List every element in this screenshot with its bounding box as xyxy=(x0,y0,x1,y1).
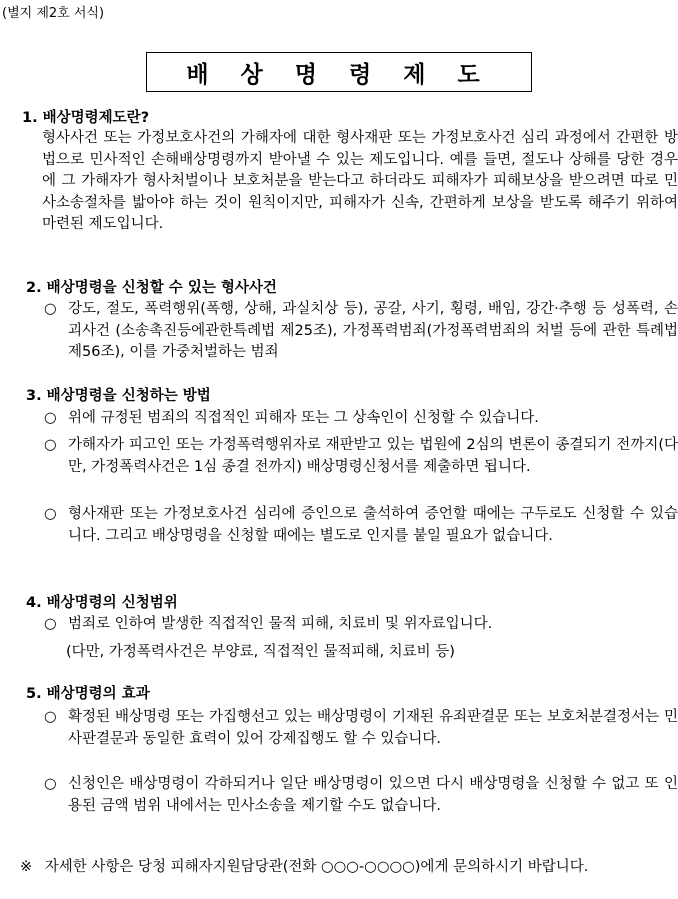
bullet-mark: ○ xyxy=(44,616,57,632)
bullet-mark: ○ xyxy=(44,776,57,792)
bullet-mark: ○ xyxy=(44,437,57,453)
bullet-text: 확정된 배상명령 또는 가집행선고 있는 배상명령이 기재된 유죄판결문 또는 보호처분결정서는 민사판결문과 동일한 효력이 있어 강제집행도 할 수 있습니다. xyxy=(68,709,678,747)
section-3-bullet-1 xyxy=(44,408,678,430)
bullet-text: 가해자가 피고인 또는 가정폭력행위자로 재판받고 있는 법원에 2심의 변론이 종결되기 전까지(다만, 가정폭력사건은 1심 종결 전까지) 배상명령신청서를 제출하면 됩니다. xyxy=(68,437,678,475)
section-4-extra: (다만, 가정폭력사건은 부양료, 직접적인 물적피해, 치료비 등) xyxy=(66,644,455,660)
bullet-mark: ○ xyxy=(44,506,57,522)
document-title: 배 상 명 령 제 도 xyxy=(146,52,532,92)
bullet-text: 강도, 절도, 폭력행위(폭행, 상해, 과실치상 등), 공갈, 사기, 횡령, 배임, 강간·추행 등 성폭력, 손괴사건 (소송촉진등에관한특례법 제25조), 가정폭력범죄(가정폭력범죄의 처벌 등에 관한 특례법 제56조), 이를 가중처벌하는 범죄 xyxy=(68,301,678,360)
note-text: 자세한 사항은 당청 피해자지원담당관(전화 ○○○-○○○○)에게 문의하시기 바랍니다. xyxy=(44,859,589,875)
section-5-bullet-2 xyxy=(44,774,678,817)
section-heading-3: 3. 배상명령을 신청하는 방법 xyxy=(26,388,211,404)
contact-note xyxy=(20,856,660,878)
section-heading-1: 1. 배상명령제도란? xyxy=(22,110,150,126)
bullet-text: 형사재판 또는 가정보호사건 심리에 증인으로 출석하여 증언할 때에는 구두로도 신청할 수 있습니다. 그리고 배상명령을 신청할 때에는 별도로 인지를 붙일 필요가 없습니다. xyxy=(68,506,678,544)
note-mark: ※ xyxy=(20,859,33,875)
bullet-mark: ○ xyxy=(44,709,57,725)
section-1-paragraph: 형사사건 또는 가정보호사건의 가해자에 대한 형사재판 또는 가정보호사건 심리 과정에서 간편한 방법으로 민사적인 손해배상명령까지 받아낼 수 있는 제도입니다. 예를 들면, 절도나 상해를 당한 경우에 그 가해자가 형사처벌이나 보호처분을 받는다고 하더라도 피해자가 피해보상을 받으려면 따로 민사소송절차를 밟아야 하는 것이 원칙이지만, 피해자가 신속, 간편하게 보상을 받도록 해주기 위하여 마련된 제도입니다. xyxy=(42,130,678,232)
section-3-bullet-3 xyxy=(44,504,678,547)
form-label: (별지 제2호 서식) xyxy=(2,6,105,21)
bullet-mark: ○ xyxy=(44,410,57,426)
section-heading-2: 2. 배상명령을 신청할 수 있는 형사사건 xyxy=(26,280,277,296)
section-heading-5: 5. 배상명령의 효과 xyxy=(26,686,150,702)
section-2-bullet-1 xyxy=(44,299,678,364)
bullet-text: 범죄로 인하여 발생한 직접적인 물적 피해, 치료비 및 위자료입니다. xyxy=(68,616,493,632)
bullet-mark: ○ xyxy=(44,301,57,317)
section-3-bullet-2 xyxy=(44,435,678,478)
bullet-text: 신청인은 배상명령이 각하되거나 일단 배상명령이 있으면 다시 배상명령을 신청할 수 없고 또 인용된 금액 범위 내에서는 민사소송을 제기할 수도 없습니다. xyxy=(68,776,678,814)
section-4-bullet-1 xyxy=(44,614,678,636)
bullet-text: 위에 규정된 범죄의 직접적인 피해자 또는 그 상속인이 신청할 수 있습니다. xyxy=(68,410,539,426)
section-5-bullet-1 xyxy=(44,707,678,750)
section-heading-4: 4. 배상명령의 신청범위 xyxy=(26,595,178,611)
